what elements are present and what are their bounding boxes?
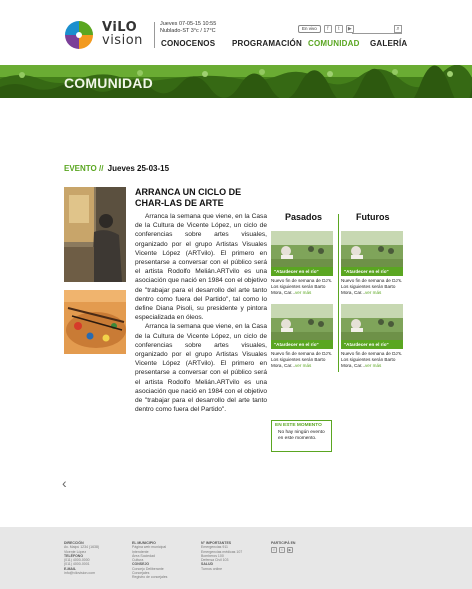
footer — [0, 527, 472, 589]
previous-arrow-icon[interactable]: ‹ — [62, 475, 67, 491]
twitter-icon[interactable]: t — [279, 547, 285, 553]
date-weather — [160, 21, 216, 35]
footer-link[interactable]: Cultura — [132, 558, 144, 563]
nav-conocenos[interactable]: CONOCENOS — [161, 39, 216, 48]
footer-line: Defensa Civil 103 — [201, 558, 229, 563]
card-image — [271, 231, 333, 267]
future-heading: Futuros — [356, 212, 390, 222]
brand-line-1: ViLO — [102, 20, 138, 35]
footer-social-icons — [271, 547, 295, 553]
footer-heading: EL MUNICIPIO — [132, 541, 156, 545]
footer-link[interactable]: Concejales — [132, 571, 150, 576]
footer-line[interactable]: info@vilovision.com — [64, 571, 95, 576]
top-tools — [298, 25, 354, 33]
footer-heading: E-MAIL — [64, 566, 77, 571]
now-heading: EN ESTE MOMENTO — [275, 423, 322, 428]
ver-mas-link[interactable]: ver más — [295, 363, 312, 368]
event-image-brushes[interactable] — [64, 290, 126, 354]
article-title: ARRANCA UN CICLO DE CHAR-LAS DE ARTE — [135, 187, 242, 208]
footer-link[interactable]: Página web municipal — [132, 545, 167, 550]
card-text — [341, 351, 403, 369]
footer-col-social — [271, 541, 295, 553]
footer-heading: PARTICIPÁ EN — [271, 541, 296, 545]
footer-link[interactable]: Turnos online — [201, 566, 223, 571]
footer-link[interactable]: Intendente — [132, 549, 149, 554]
event-card-past-2[interactable] — [271, 304, 333, 369]
now-box — [271, 420, 332, 452]
footer-heading: N° IMPORTANTES — [201, 541, 232, 545]
facebook-icon[interactable]: f — [324, 25, 332, 33]
card-description: Nuevo fin de semana de DJ's. Los siguientes serán Barto Mora, Car... — [271, 278, 333, 295]
card-caption: "Atardecer en el río" — [341, 340, 403, 349]
footer-col-numeros — [201, 541, 242, 571]
ver-mas-link[interactable]: ver más — [365, 290, 382, 295]
nav-galeria[interactable]: GALERÍA — [370, 39, 408, 48]
search-icon[interactable]: ⌕ — [394, 25, 402, 33]
article-body — [135, 212, 267, 414]
event-card-future-1[interactable] — [341, 231, 403, 296]
card-text — [271, 351, 333, 369]
current-weather: Nublado-ST 3°c / 17°C — [160, 28, 216, 34]
footer-heading: TELÉFONO — [64, 553, 84, 558]
event-date: Jueves 25-03-15 — [107, 164, 170, 173]
article-paragraph-2: Arranca la semana que viene, en la Casa de la Cultura de Vicente López, un ciclo de conferencias sobre artes visuales, organizado por el grupo Artistas Visuales Vicente López (ARTvilo). El primero en presentarse a conversar con el público será el artista Rodolfo Melián.ARTvilo es una asociación que nació en 1984 con el objetivo de "trabajar para el desarrollo del arte tanto dentro como fuera del Partido". — [135, 323, 267, 414]
page-title: COMUNIDAD — [64, 75, 153, 91]
card-image — [271, 304, 333, 340]
footer-line: (011) 4000-0000 — [64, 558, 90, 563]
footer-link[interactable]: Registro de concejales — [132, 575, 168, 580]
footer-line: Emergencias médicas 107 — [201, 549, 243, 554]
card-text — [341, 278, 403, 296]
footer-line: Emergencias 911 — [201, 545, 228, 550]
card-image — [341, 231, 403, 267]
event-card-past-1[interactable] — [271, 231, 333, 296]
card-caption: "Atardecer en el río" — [271, 267, 333, 276]
column-divider — [338, 214, 339, 372]
footer-line: Av. Maipú 1234 (1638) — [64, 545, 100, 550]
card-description: Nuevo fin de semana de DJ's. Los siguientes serán Barto Mora, Car... — [271, 351, 333, 368]
ver-mas-link[interactable]: ver más — [295, 290, 312, 295]
painter-image — [64, 187, 126, 282]
footer-line: Bomberos 100 — [201, 553, 224, 558]
footer-col-municipio — [132, 541, 167, 580]
brand-line-2: vision — [102, 33, 143, 48]
footer-heading: CONSEJO — [132, 562, 150, 567]
event-card-future-2[interactable] — [341, 304, 403, 369]
event-heading — [64, 164, 169, 173]
past-heading: Pasados — [285, 212, 323, 222]
brushes-image — [64, 290, 126, 354]
article-paragraph-1: Arranca la semana que viene, en la Casa de la Cultura de Vicente López, un ciclo de conferencias sobre artes visuales, organizado por el grupo Artistas Visuales Vicente López (ARTvilo). El primero en presentarse a conversar con el público será el artista Rodolfo Melián.ARTvilo es una asociación que nació en 1984 con el objetivo de "trabajar para el desarrollo del arte tanto dentro como fuera del Partido", tal como lo define Diana Pisoli, su presidente y pintora especializada en óleos. — [135, 213, 267, 322]
card-description: Nuevo fin de semana de DJ's. Los siguientes serán Barto Mora, Car... — [341, 278, 403, 295]
card-image — [341, 304, 403, 340]
footer-link[interactable]: Área Sociedad — [132, 553, 155, 558]
current-date: Jueves 07-05-15 10:55 — [160, 21, 217, 27]
ver-mas-link[interactable]: ver más — [365, 363, 382, 368]
en-vivo-button[interactable]: En vivo — [298, 25, 321, 33]
footer-col-contact — [64, 541, 99, 575]
card-description: Nuevo fin de semana de DJ's. Los siguientes serán Barto Mora, Car... — [341, 351, 403, 368]
main-nav — [0, 39, 472, 51]
card-text — [271, 278, 333, 296]
footer-link[interactable]: Concejo Deliberante — [132, 566, 164, 571]
youtube-icon[interactable]: ▶ — [288, 548, 292, 553]
card-caption: "Atardecer en el río" — [271, 340, 333, 349]
footer-heading: DIRECCIÓN — [64, 541, 84, 545]
twitter-icon[interactable]: t — [335, 25, 343, 33]
nav-comunidad[interactable]: COMUNIDAD — [308, 39, 360, 48]
search-input[interactable] — [352, 25, 402, 34]
card-caption: "Atardecer en el río" — [341, 267, 403, 276]
facebook-icon[interactable]: f — [271, 547, 277, 553]
event-label: EVENTO // — [64, 164, 104, 173]
footer-line: (011) 4000-0001 — [64, 562, 90, 567]
footer-line: Vicente López — [64, 549, 87, 554]
event-image-painter[interactable] — [64, 187, 126, 282]
footer-heading: SALUD — [201, 562, 214, 567]
now-text: No hay ningún evento en este momento. — [278, 430, 325, 441]
youtube-icon[interactable]: ▶ — [346, 25, 354, 33]
nav-programacion[interactable]: PROGRAMACIÓN — [232, 39, 302, 48]
